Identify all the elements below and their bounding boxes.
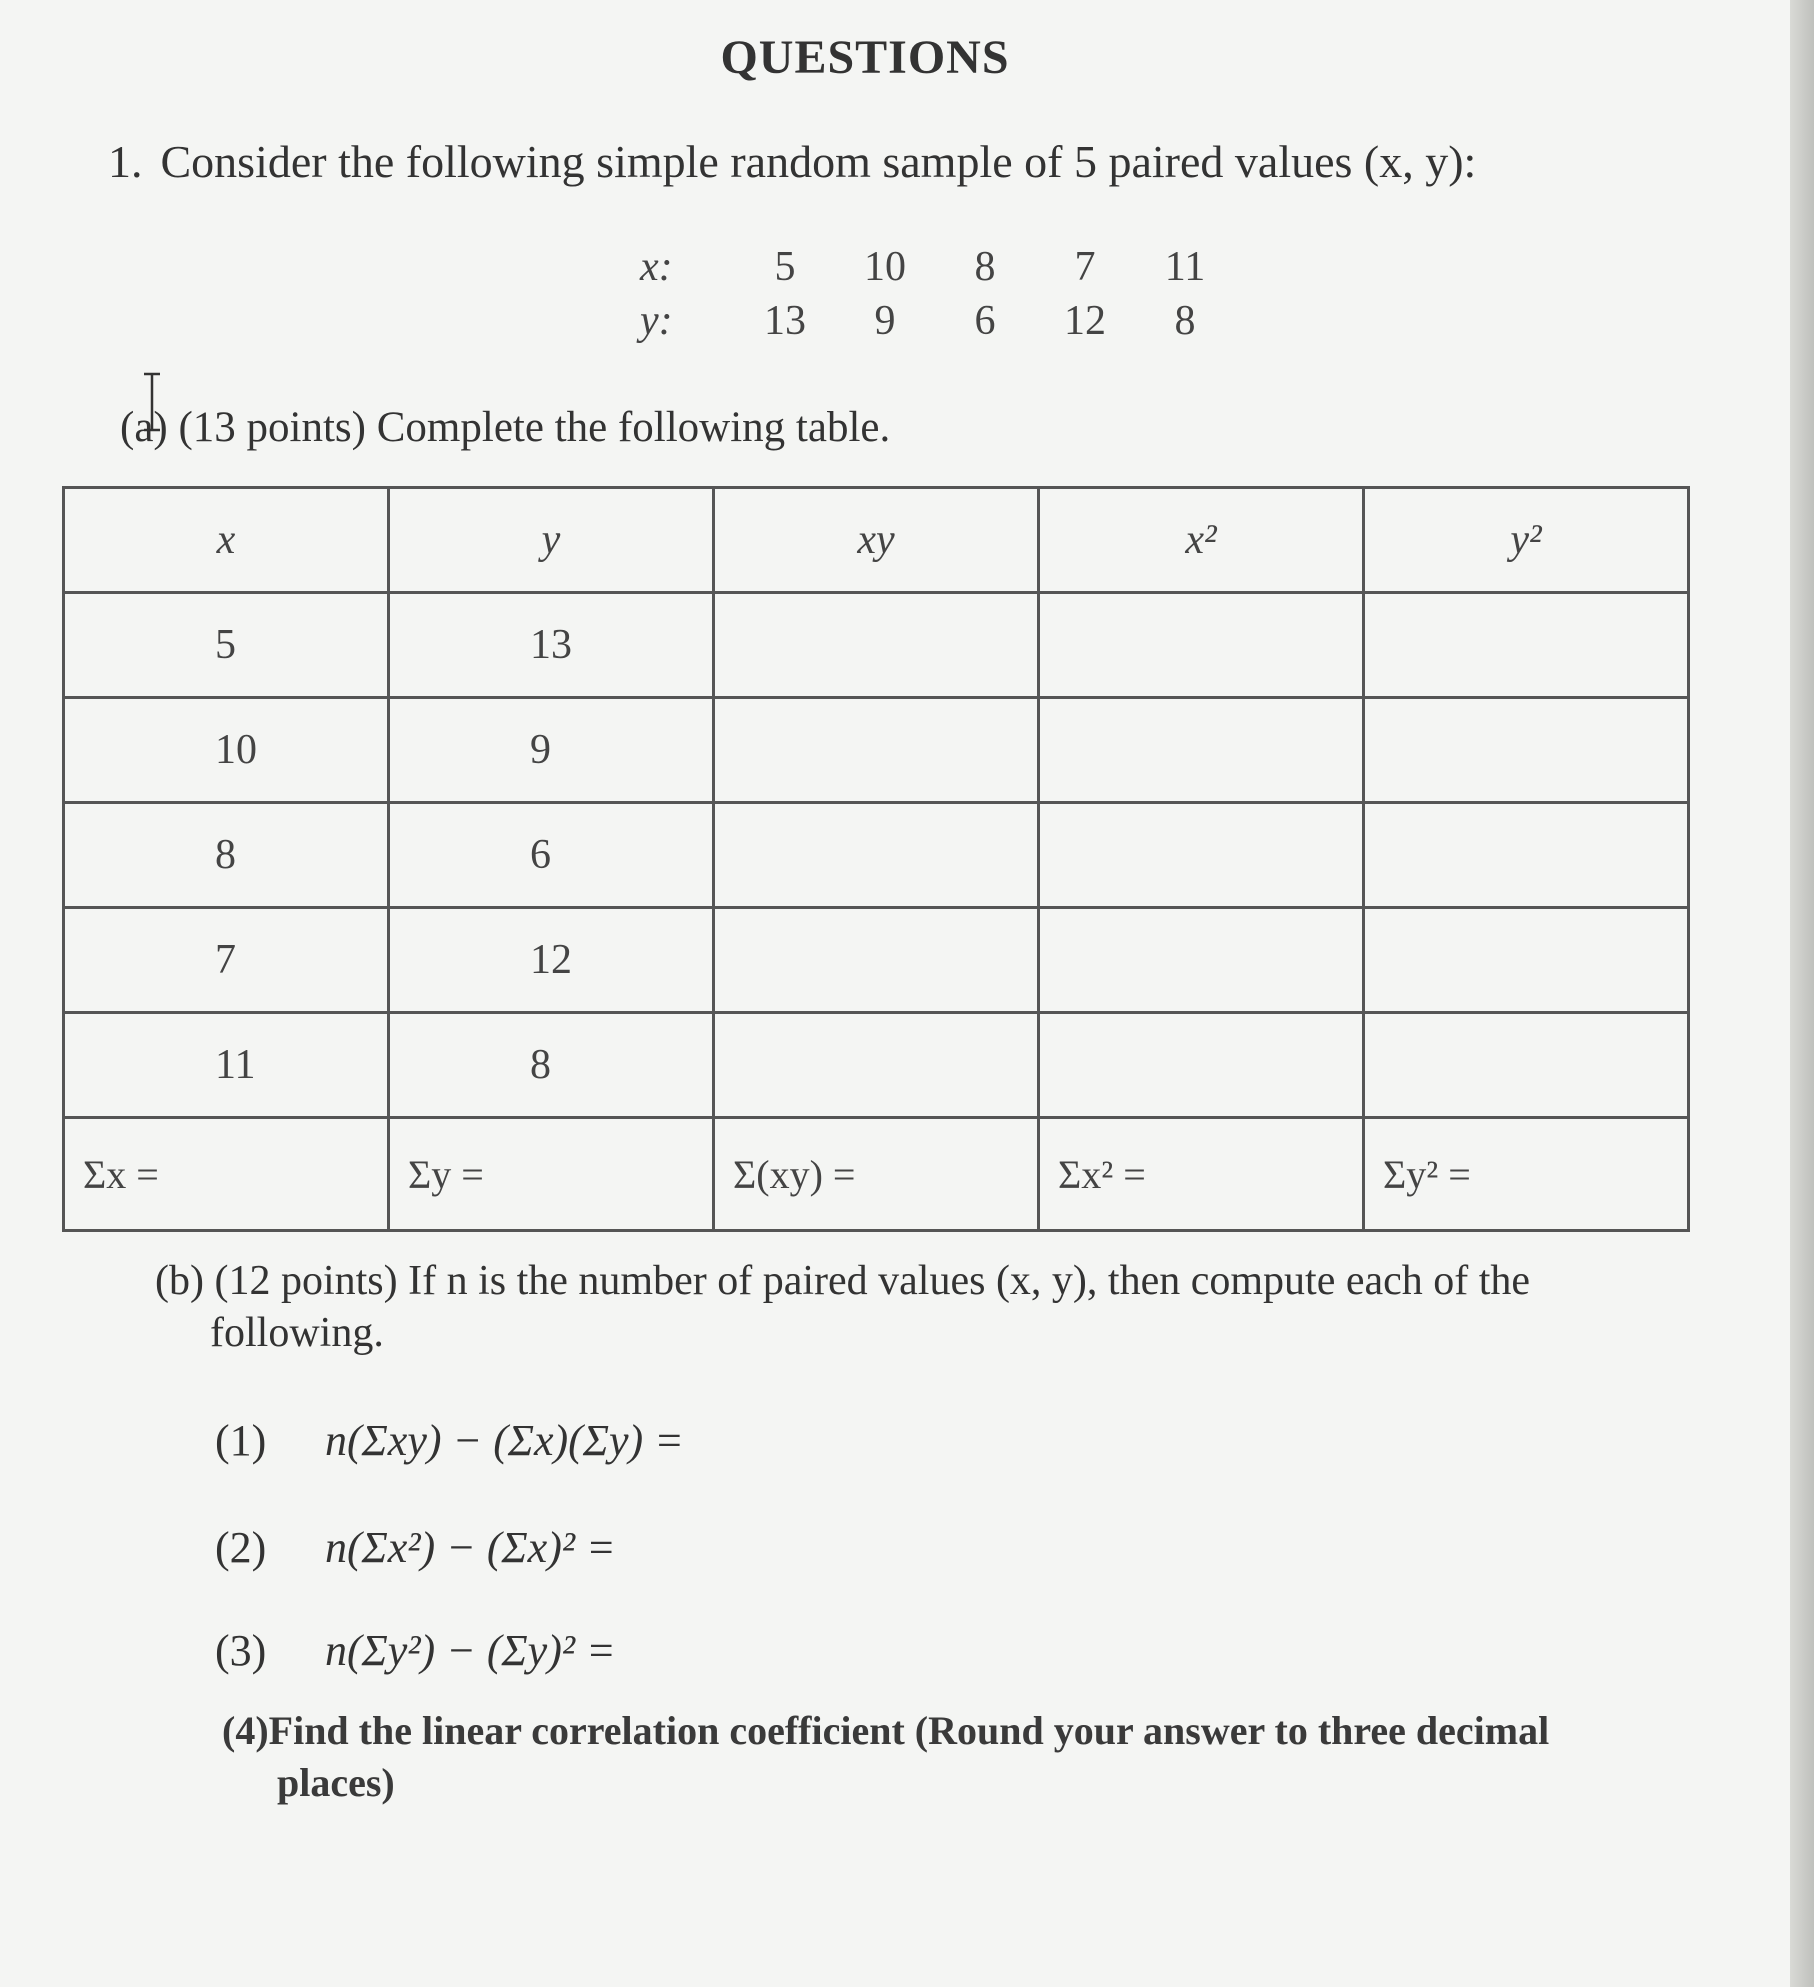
page-title: QUESTIONS	[720, 31, 1010, 84]
cell-x: 10	[64, 698, 389, 803]
paired-values	[640, 240, 1235, 348]
cell-x: 7	[64, 908, 389, 1013]
table-row	[64, 803, 1689, 908]
sum-x2-cell[interactable]: Σx² =	[1039, 1118, 1364, 1231]
cell-y: 8	[389, 1013, 714, 1118]
cell-xy-blank[interactable]	[714, 908, 1039, 1013]
item-label: (1)	[215, 1416, 267, 1465]
item-expression: n(Σxy) − (Σx)(Σy) =	[325, 1416, 684, 1465]
item-label: (3)	[215, 1626, 267, 1675]
part-b-line-1: (b) (12 points) If n is the number of paired values (x, y), then compute each of the	[155, 1258, 1531, 1304]
y-value: 6	[974, 298, 996, 344]
y-value: 13	[764, 298, 806, 344]
table-row	[64, 1013, 1689, 1118]
cell-x2-blank[interactable]	[1039, 1013, 1364, 1118]
cell-y2-blank[interactable]	[1364, 593, 1689, 698]
cell-x: 8	[64, 803, 389, 908]
x-value: 7	[1074, 244, 1096, 290]
sum-y2-cell[interactable]: Σy² =	[1364, 1118, 1689, 1231]
computation-table	[62, 486, 1690, 1232]
item-expression: n(Σx²) − (Σx)² =	[325, 1523, 616, 1572]
x-label: x:	[640, 244, 673, 290]
table-sum-row	[64, 1118, 1689, 1231]
y-value: 8	[1174, 298, 1196, 344]
part-b-item-3	[215, 1625, 616, 1676]
header-xy: xy	[714, 488, 1039, 593]
y-value: 9	[874, 298, 896, 344]
question-number: 1.	[108, 136, 143, 187]
cell-y2-blank[interactable]	[1364, 803, 1689, 908]
x-values-row	[640, 240, 1235, 294]
cell-xy-blank[interactable]	[714, 1013, 1039, 1118]
table-row	[64, 593, 1689, 698]
x-value: 10	[864, 244, 906, 290]
page-edge-shadow	[1790, 0, 1814, 1987]
cell-y2-blank[interactable]	[1364, 1013, 1689, 1118]
cell-y2-blank[interactable]	[1364, 908, 1689, 1013]
table-row	[64, 698, 1689, 803]
item-4-line-2: places)	[277, 1760, 395, 1805]
item-4-line-1: (4)Find the linear correlation coefficient (Round your answer to three decimal	[222, 1708, 1550, 1753]
x-value: 5	[774, 244, 796, 290]
part-b-item-4	[222, 1705, 1622, 1809]
sum-y-cell[interactable]: Σy =	[389, 1118, 714, 1231]
part-b-line-2: following.	[210, 1310, 384, 1356]
header-y: y	[389, 488, 714, 593]
item-expression: n(Σy²) − (Σy)² =	[325, 1626, 616, 1675]
cell-y: 13	[389, 593, 714, 698]
table-row	[64, 908, 1689, 1013]
cell-y2-blank[interactable]	[1364, 698, 1689, 803]
cell-x2-blank[interactable]	[1039, 698, 1364, 803]
table-header-row	[64, 488, 1689, 593]
cell-y: 9	[389, 698, 714, 803]
y-values-row	[640, 294, 1235, 348]
header-y-squared: y²	[1364, 488, 1689, 593]
question-text: Consider the following simple random sample of 5 paired values (x, y):	[160, 136, 1477, 187]
part-a-instruction: (a) (13 points) Complete the following table.	[120, 404, 891, 451]
cell-y: 12	[389, 908, 714, 1013]
part-b-item-2	[215, 1522, 616, 1573]
cell-xy-blank[interactable]	[714, 803, 1039, 908]
cell-y: 6	[389, 803, 714, 908]
cell-x: 5	[64, 593, 389, 698]
x-value: 8	[974, 244, 996, 290]
y-label: y:	[640, 298, 673, 344]
part-b-item-1	[215, 1415, 684, 1466]
y-value: 12	[1064, 298, 1106, 344]
cell-xy-blank[interactable]	[714, 593, 1039, 698]
header-x: x	[64, 488, 389, 593]
part-b-instruction	[155, 1255, 1625, 1359]
cell-x2-blank[interactable]	[1039, 908, 1364, 1013]
cell-x2-blank[interactable]	[1039, 593, 1364, 698]
question-1-prompt	[108, 135, 1476, 188]
header-x-squared: x²	[1039, 488, 1364, 593]
cell-x2-blank[interactable]	[1039, 803, 1364, 908]
cell-x: 11	[64, 1013, 389, 1118]
cell-xy-blank[interactable]	[714, 698, 1039, 803]
x-value: 11	[1164, 244, 1206, 290]
item-label: (2)	[215, 1523, 267, 1572]
sum-xy-cell[interactable]: Σ(xy) =	[714, 1118, 1039, 1231]
sum-x-cell[interactable]: Σx =	[64, 1118, 389, 1231]
